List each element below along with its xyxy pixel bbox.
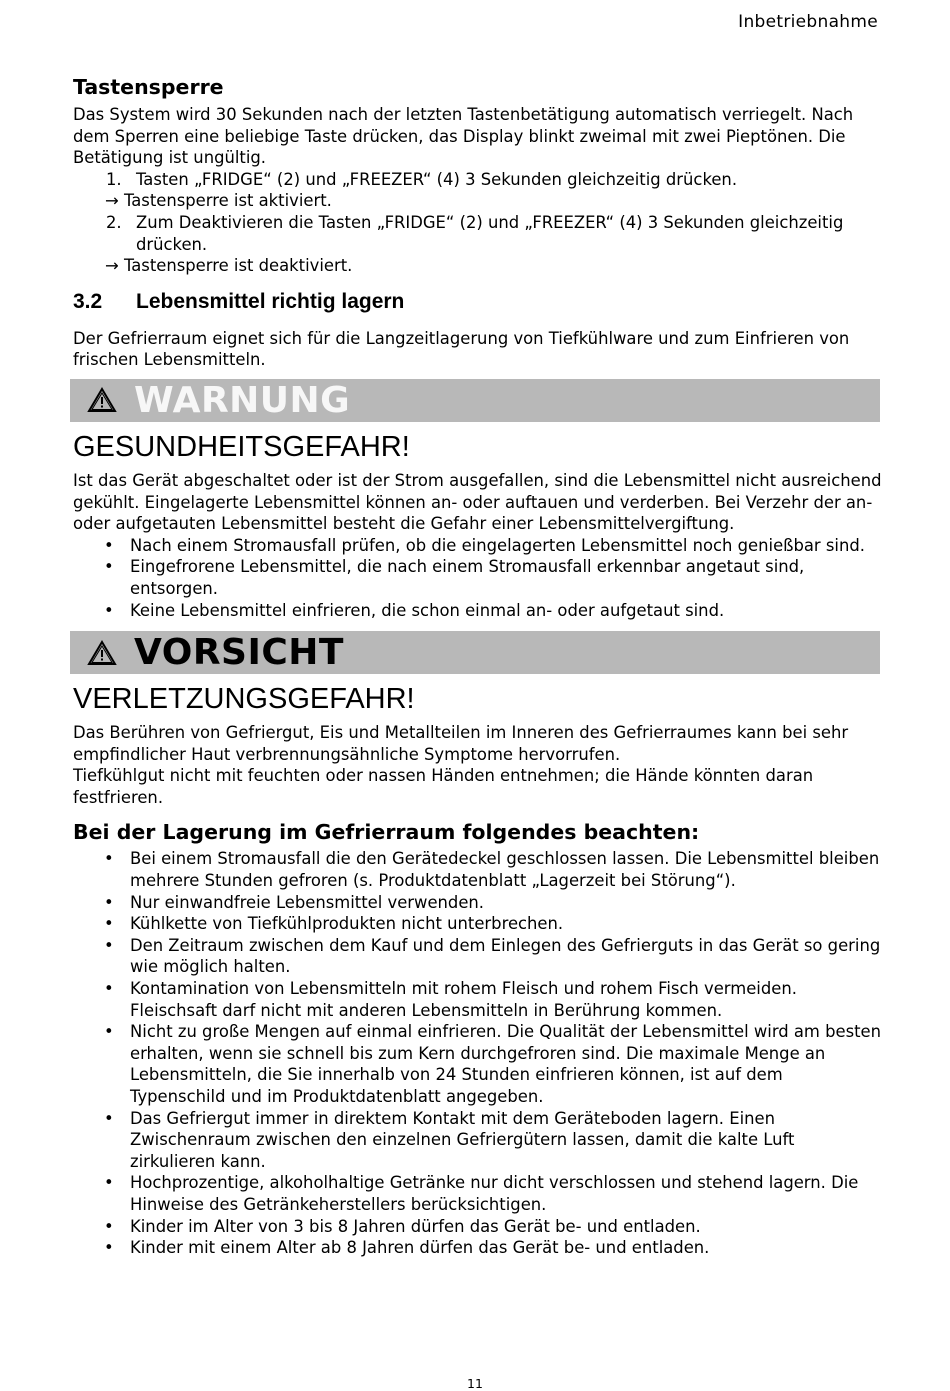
step-result [73,255,883,277]
bullet-icon: • [104,1022,114,1042]
tastensperre-intro: Das System wird 30 Sekunden nach der letzten Tastenbetätigung automatisch verriegelt. Nach dem Sperren eine beliebige Taste drücken, das Display blinkt zweimal mit zwei Pieptönen. Die Betätigung ist ungültig. [73,105,854,168]
page-number: 11 [467,1376,483,1391]
bullet-icon: • [104,935,114,955]
tastensperre-steps [73,169,883,191]
section-intro: Der Gefrierraum eignet sich für die Langzeitlagerung von Tiefkühlware und zum Einfrieren von frischen Lebensmitteln. [73,328,850,370]
step-result-text: Tastensperre ist aktiviert. [123,191,332,211]
bullet-icon: • [104,892,114,912]
caution-banner [70,631,880,674]
warning-triangle-icon [70,631,134,674]
section-number: 3.2 [73,289,103,313]
list-item: • Nur einwandfreie Lebensmittel verwenden. [73,892,883,914]
section-heading [73,289,883,315]
list-item: • Den Zeitraum zwischen dem Kauf und dem Einlegen des Gefrierguts in das Gerät so gering wie möglich halten. [73,935,883,978]
list-item: • Hochprozentige, alkoholhaltige Getränke nur dicht verschlossen und stehend lagern. Die Hinweise des Getränkeherstellers berücksichtigen. [73,1172,883,1215]
list-item: • Kinder im Alter von 3 bis 8 Jahren dürfen das Gerät be- und entladen. [73,1216,883,1238]
bullet-icon: • [104,914,114,934]
list-item: • Das Gefriergut immer in direktem Kontakt mit dem Geräteboden lagern. Einen Zwischenraum zwischen den einzelnen Gefriergütern lassen, damit die kalte Luft zirkulieren kann. [73,1108,883,1173]
hazard-title: GESUNDHEITSGEFAHR! [73,430,410,463]
step-number: 2. [106,212,122,232]
caution-text: Das Berühren von Gefriergut, Eis und Metallteilen im Inneren des Gefrierraumes kann bei sehr empfindlicher Haut verbrennungsähnliche Symptome hervorrufen. [73,723,849,764]
step-item [73,212,883,255]
bullet-icon: • [104,849,114,869]
step-item [73,169,883,191]
running-header: Inbetriebnahme [738,12,878,32]
warning-text: Ist das Gerät abgeschaltet oder ist der Strom ausgefallen, sind die Lebensmittel nicht ausreichend gekühlt. Eingelagerte Lebensmittel können an- oder auftauen und verderben. Bei Verzehr der an- oder aufgetauten Lebensmittel besteht die Gefahr einer Lebensmittelvergiftung. [73,470,882,534]
bullet-icon: • [104,1216,114,1236]
bullet-icon: • [104,1238,114,1258]
bullet-icon: • [104,1108,114,1128]
hazard-title: VERLETZUNGSGEFAHR! [73,683,415,716]
step-result-text: Tastensperre ist deaktiviert. [123,256,353,276]
list-item: • Nicht zu große Mengen auf einmal einfrieren. Die Qualität der Lebensmittel wird am besten erhalten, wenn sie schnell bis zum Kern durchgefroren sind. Die maximale Menge an Lebensmitteln, die Sie innerhalb von 24 Stunden einfrieren können, ist auf dem Typenschild und im Produktdatenblatt angegeben. [73,1021,883,1107]
bullet-icon: • [104,979,114,999]
step-number: 1. [106,169,122,189]
step-text: Zum Deaktivieren die Tasten „FRIDGE“ (2) und „FREEZER“ (4) 3 Sekunden gleichzeitig drücken. [136,212,844,254]
warning-triangle-icon [70,379,134,422]
bullet-icon: • [104,535,114,555]
bullet-icon: • [104,600,114,620]
storage-bullets [73,848,883,1258]
arrow-icon: → [105,191,119,211]
bullet-icon: • [104,557,114,577]
bullet-icon: • [104,1173,114,1193]
caution-label: VORSICHT [134,632,344,674]
tastensperre-heading: Tastensperre [73,75,224,99]
step-text: Tasten „FRIDGE“ (2) und „FREEZER“ (4) 3 Sekunden gleichzeitig drücken. [136,169,738,189]
list-item: • Keine Lebensmittel einfrieren, die schon einmal an- oder aufgetaut sind. [73,600,883,622]
step-result [73,190,883,212]
page-content [73,74,883,1259]
list-item: • Eingefrorene Lebensmittel, die nach einem Stromausfall erkennbar angetaut sind, entsorgen. [73,556,883,599]
list-item: • Nach einem Stromausfall prüfen, ob die eingelagerten Lebensmittel noch genießbar sind. [73,535,883,557]
list-item: • Kinder mit einem Alter ab 8 Jahren dürfen das Gerät be- und entladen. [73,1237,883,1259]
storage-heading: Bei der Lagerung im Gefrierraum folgendes beachten: [73,820,700,845]
list-item: • Bei einem Stromausfall die den Gerätedeckel geschlossen lassen. Die Lebensmittel bleiben mehrere Stunden gefroren (s. Produktdatenblatt „Lagerzeit bei Störung“). [73,848,883,891]
tastensperre-steps-2 [73,212,883,255]
list-item: • Kühlkette von Tiefkühlprodukten nicht unterbrechen. [73,913,883,935]
caution-text: Tiefkühlgut nicht mit feuchten oder nassen Händen entnehmen; die Hände könnten daran festfrieren. [73,766,814,807]
list-item: • Kontamination von Lebensmitteln mit rohem Fleisch und rohem Fisch vermeiden. Fleischsaft darf nicht mit anderen Lebensmitteln in Berührung kommen. [73,978,883,1021]
section-title: Lebensmittel richtig lagern [136,289,405,313]
warning-bullets [73,535,883,621]
warning-label: WARNUNG [134,379,351,421]
warning-banner [70,379,880,422]
arrow-icon: → [105,256,119,276]
